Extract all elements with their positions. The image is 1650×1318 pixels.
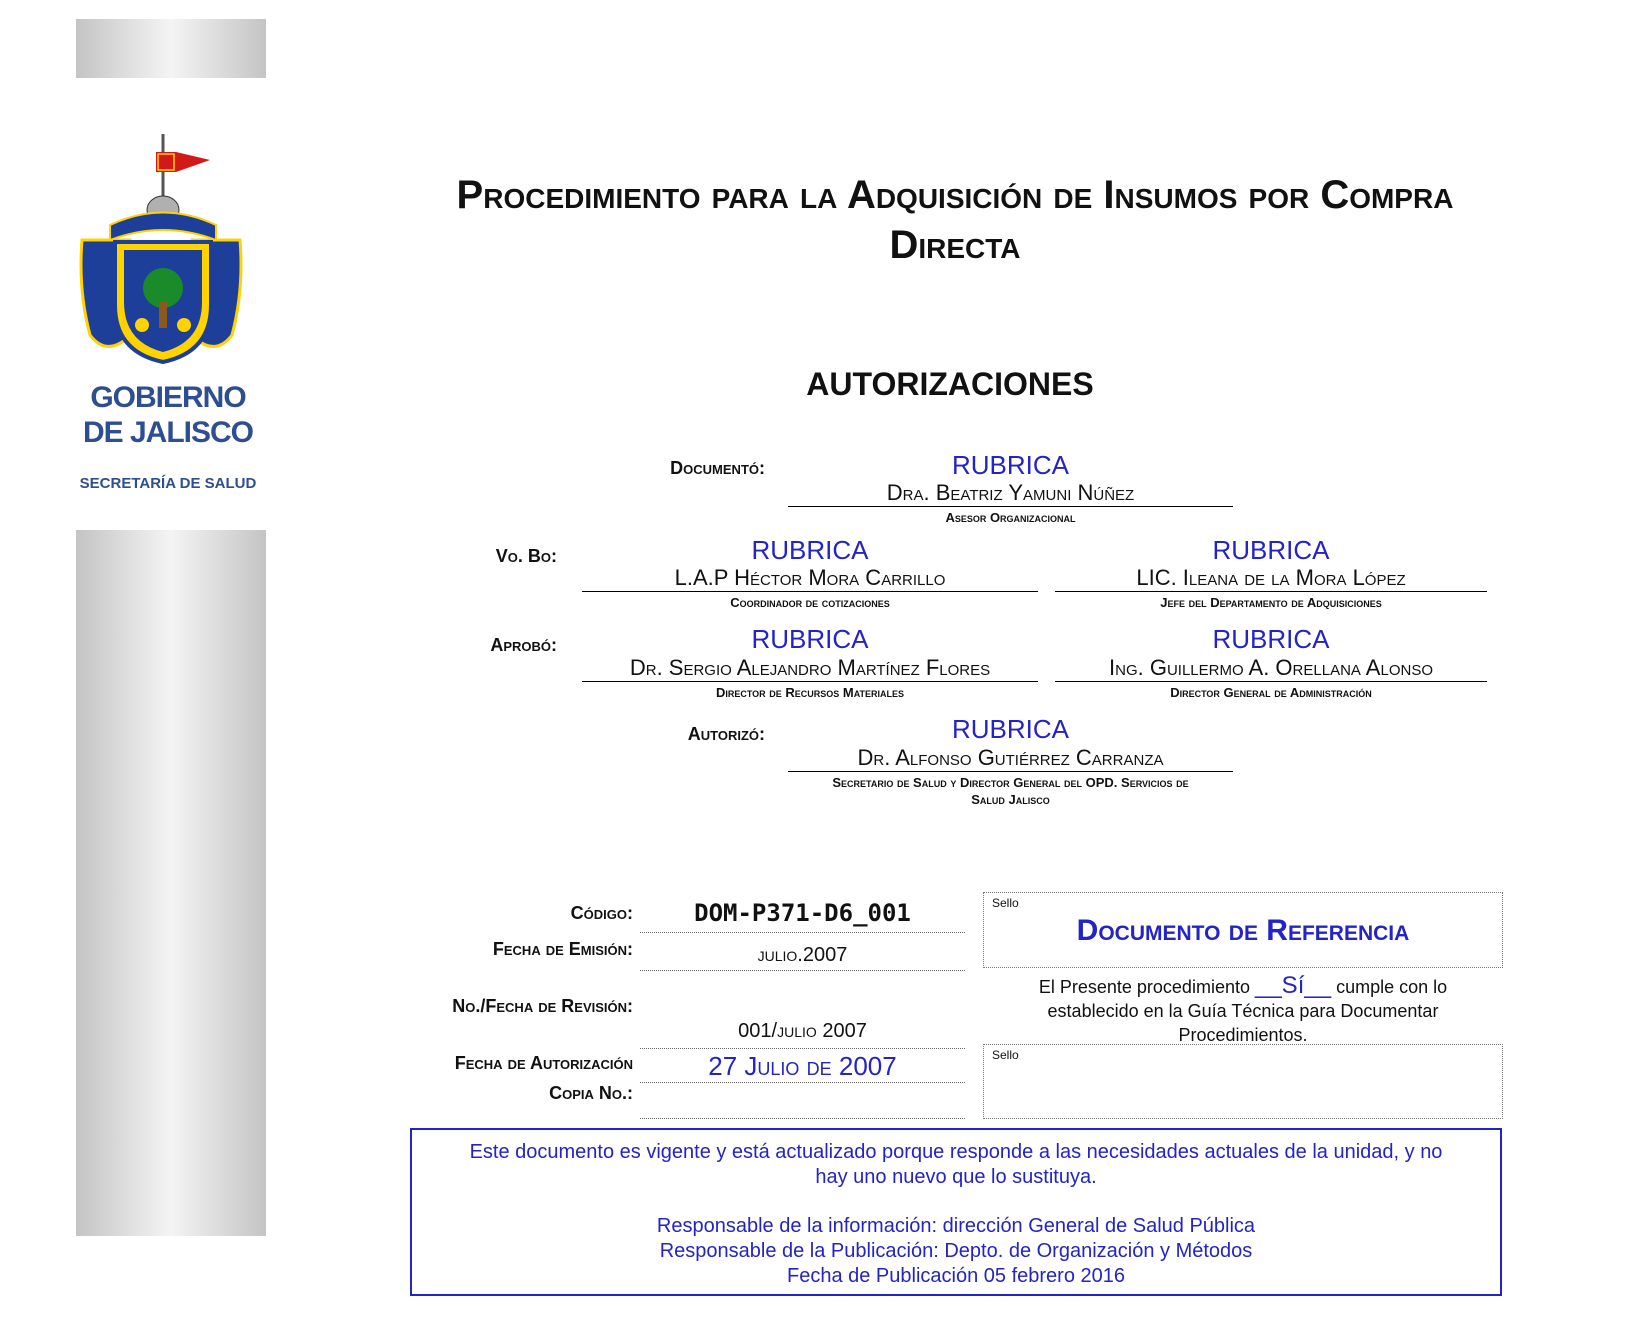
gov-line2: DE JALISCO	[82, 416, 254, 449]
statement-post: cumple con lo	[1331, 977, 1448, 997]
documento-role: Asesor Organizacional	[945, 510, 1076, 525]
footer-line1: Este documento es vigente y está actualizado porque responde a las necesidades actuales de la unidad, y no	[469, 1141, 1443, 1163]
autorizo-label: Autorizó:	[687, 724, 765, 744]
documento-name: Dra. Beatriz Yamuni Núñez	[886, 480, 1135, 505]
gov-line1: GOBIERNO	[90, 381, 246, 414]
document-title	[360, 170, 1550, 270]
documento-de-referencia: Documento de Referencia	[1076, 914, 1410, 947]
sidebar-bottom-bar	[76, 530, 266, 1236]
autorizo-role-line1: Secretario de Salud y Director General del OPD. Servicios de	[832, 775, 1189, 790]
sello-statement	[983, 974, 1503, 1047]
vobo-label: Vo. Bo:	[495, 546, 557, 566]
aprobo-1-rubrica: RUBRICA	[751, 624, 869, 654]
vobo-1-name: L.A.P Héctor Mora Carrillo	[674, 565, 946, 590]
vobo-2-signature-line	[1055, 591, 1487, 592]
fecha-emision-label: Fecha de Emisión:	[492, 939, 633, 959]
vobo-1-role: Coordinador de cotizaciones	[730, 595, 890, 610]
fecha-autorizacion-line	[640, 1082, 965, 1083]
fecha-emision-value: julio.2007	[757, 944, 848, 966]
aprobo-label: Aprobó:	[490, 635, 557, 655]
vobo-1-rubrica: RUBRICA	[751, 535, 869, 565]
autorizo-name: Dr. Alfonso Gutiérrez Carranza	[857, 745, 1164, 770]
sello-label-2: Sello	[992, 1048, 1019, 1062]
autorizo-role	[788, 774, 1233, 808]
aprobo-1-signature-line	[582, 681, 1038, 682]
codigo-line	[640, 932, 965, 933]
aprobo-2-rubrica: RUBRICA	[1212, 624, 1330, 654]
fecha-autorizacion-value: 27 Julio de 2007	[708, 1051, 897, 1081]
vobo-2-role: Jefe del Departamento de Adquisiciones	[1160, 595, 1382, 610]
fecha-autorizacion-label: Fecha de Autorización	[454, 1053, 633, 1073]
aprobo-1-role: Director de Recursos Materiales	[715, 685, 905, 700]
footer-line2: hay uno nuevo que lo sustituya.	[815, 1166, 1097, 1188]
vigencia-footer-box	[410, 1128, 1502, 1296]
title-line2: Directa	[889, 223, 1021, 267]
aprobo-2-name: Ing. Guillermo A. Orellana Alonso	[1109, 655, 1433, 680]
revision-value: 001/julio 2007	[738, 1020, 867, 1042]
copia-label: Copia No.:	[549, 1083, 633, 1103]
aprobo-2-signature-line	[1055, 681, 1487, 682]
documento-label: Documentó:	[670, 458, 765, 478]
aprobo-1-name: Dr. Sergio Alejandro Martínez Flores	[629, 655, 991, 680]
autorizo-signature-line	[788, 771, 1233, 772]
secretaria-de-salud: SECRETARÍA DE SALUD	[79, 475, 257, 492]
statement-line1	[983, 974, 1503, 999]
vobo-1-signature-line	[582, 591, 1038, 592]
sello-label-1: Sello	[992, 896, 1019, 910]
sidebar-top-bar	[76, 19, 266, 78]
sello-box-bottom	[983, 1044, 1503, 1119]
aprobo-2-role: Director General de Administración	[1170, 685, 1372, 700]
statement-pre: El Presente procedimiento	[1038, 977, 1255, 997]
copia-line	[640, 1118, 965, 1119]
footer-line4: Responsable de la Publicación: Depto. de Organización y Métodos	[659, 1240, 1253, 1262]
footer-line5: Fecha de Publicación 05 febrero 2016	[786, 1265, 1125, 1287]
codigo-value: DOM-P371-D6_001	[694, 899, 911, 927]
autorizaciones-heading: AUTORIZACIONES	[806, 366, 1094, 402]
documento-rubrica: RUBRICA	[951, 450, 1069, 480]
statement-line3: Procedimientos.	[1178, 1025, 1308, 1045]
autorizo-rubrica: RUBRICA	[951, 714, 1069, 744]
vobo-2-name: LIC. Ileana de la Mora López	[1136, 565, 1406, 590]
documento-signature-line	[788, 506, 1233, 507]
gobierno-de-jalisco-logo-text	[66, 380, 270, 450]
coat-of-arms-icon	[70, 130, 250, 375]
statement-si: __Sí__	[1254, 972, 1332, 999]
statement-line2: establecido en la Guía Técnica para Documentar	[1047, 1001, 1439, 1021]
codigo-label: Código:	[570, 903, 633, 923]
footer-line3: Responsable de la información: dirección General de Salud Pública	[656, 1215, 1256, 1237]
title-line1: Procedimiento para la Adquisición de Insumos por Compra	[456, 173, 1454, 217]
vobo-2-rubrica: RUBRICA	[1212, 535, 1330, 565]
autorizo-role-line2: Salud Jalisco	[971, 792, 1050, 807]
fecha-emision-line	[640, 970, 965, 971]
revision-label: No./Fecha de Revisión:	[452, 996, 633, 1016]
revision-line	[640, 1048, 965, 1049]
